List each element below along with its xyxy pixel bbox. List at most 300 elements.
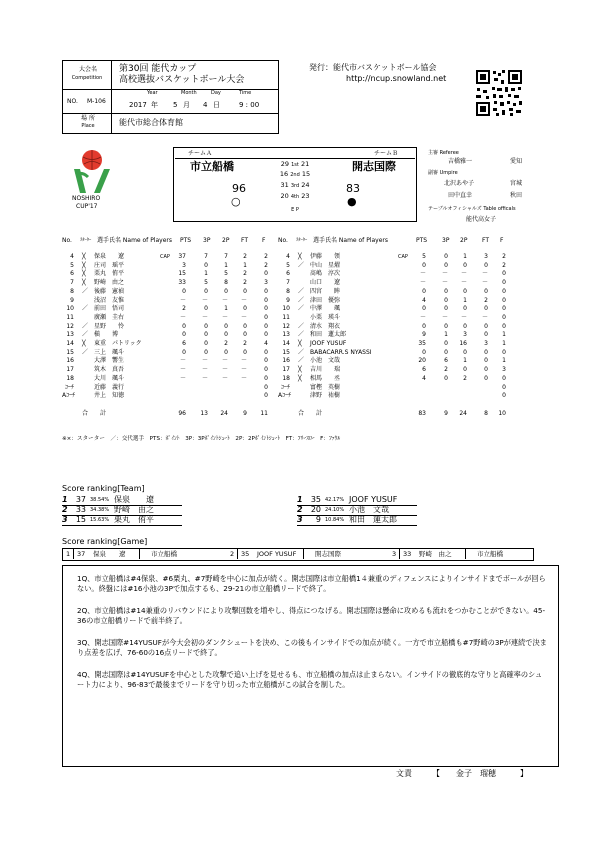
table-officials-label: テーブルオフィシャルズ Table officals xyxy=(428,206,516,212)
player-number: 10 xyxy=(282,305,290,313)
two-pointers: － xyxy=(221,366,228,374)
team-b-name: 開志国際 xyxy=(352,160,396,173)
fouls: 0 xyxy=(502,305,506,313)
free-throws: 0 xyxy=(484,322,488,330)
three-pointers: 0 xyxy=(444,340,448,347)
ranking-game-box xyxy=(62,548,534,561)
table-row xyxy=(62,270,280,279)
table-row xyxy=(62,253,280,262)
starter-mark: ╳ xyxy=(298,253,302,260)
two-pointers: － xyxy=(221,357,228,365)
starter-mark: ／ xyxy=(298,305,305,313)
player-number: 5 xyxy=(286,261,290,269)
two-pointers: 0 xyxy=(463,305,467,313)
two-pointers: 1 xyxy=(224,305,228,313)
three-pointers: － xyxy=(201,374,208,382)
three-pointers: 0 xyxy=(204,331,208,339)
player-number: 11 xyxy=(66,313,74,321)
two-pointers: 8 xyxy=(224,279,228,287)
free-throws: － xyxy=(481,270,488,278)
date-year: 2017 xyxy=(129,101,147,109)
player-name: 小池 文哉 xyxy=(310,357,341,365)
umpire-pref-2: 秋田 xyxy=(510,192,523,199)
starter-mark: ╳ xyxy=(298,366,302,374)
starter-mark: ╳ xyxy=(82,340,86,347)
player-number: Aｺｰﾁ xyxy=(278,392,292,400)
table-row xyxy=(278,253,518,262)
summary-paragraph-2: 2Q、市立船橋は#14兼重のリバウンドにより攻撃回数を増やし、得点につなげる。開志国際は懸命に攻めるも流れをつかむことができない。45-36の市立船橋リードで前半終了。 xyxy=(77,606,546,625)
starter-mark: ／ xyxy=(298,322,305,330)
team-b-score: 83 xyxy=(346,182,360,195)
three-pointers: 0 xyxy=(444,261,448,269)
points: － xyxy=(419,279,426,287)
fouls: 0 xyxy=(502,287,506,295)
player-number: 4 xyxy=(286,253,290,260)
table-row xyxy=(278,314,518,323)
player-name: 津田 優弥 xyxy=(310,296,341,304)
points: 37 xyxy=(178,253,186,260)
player-number: 5 xyxy=(70,261,74,269)
points: 33 xyxy=(178,279,186,287)
divider xyxy=(73,549,74,559)
rank-percent: 15.63% xyxy=(90,517,110,523)
player-name: 山口 遼 xyxy=(310,279,341,287)
starter-mark: ／ xyxy=(298,287,305,295)
rank-points: 20 xyxy=(310,505,321,514)
table-row xyxy=(278,392,518,401)
team-b-total-row: 合 計 83 9 24 8 10 xyxy=(298,410,506,417)
fouls: 1 xyxy=(502,331,506,339)
fouls: 1 xyxy=(502,340,506,347)
quarter-row-1: 29 1st 21 xyxy=(280,160,310,168)
three-pointers: 6 xyxy=(444,357,448,365)
rank-number: 1 xyxy=(62,495,68,504)
three-pointers: 0 xyxy=(444,305,448,313)
starter-mark: ╳ xyxy=(82,253,86,260)
player-name: 保泉 遼 xyxy=(94,253,125,260)
player-number: 16 xyxy=(282,357,290,365)
score-box xyxy=(173,147,417,222)
player-name: 相馬 丞 xyxy=(310,374,341,382)
rank-points: 33 xyxy=(75,505,86,514)
divider xyxy=(175,158,415,159)
player-name: 浅沼 友惟 xyxy=(94,296,125,304)
points: － xyxy=(179,313,186,321)
table-row xyxy=(278,279,518,288)
player-number: 17 xyxy=(66,366,74,374)
quarter-row-2: 16 2nd 15 xyxy=(279,170,311,178)
two-pointers: － xyxy=(460,270,467,278)
starter-mark: ／ xyxy=(298,296,305,304)
ranking-team-title: Score ranking[Team] xyxy=(62,484,145,493)
starter-mark: ╳ xyxy=(82,279,86,287)
team-b-label: チームＢ xyxy=(374,150,399,157)
two-pointers: 1 xyxy=(463,296,467,304)
table-row xyxy=(62,340,280,349)
quarter-row-4: 20 4th 23 xyxy=(280,192,310,200)
points: 6 xyxy=(422,366,426,374)
starter-mark: ／ xyxy=(82,348,89,356)
player-number: 7 xyxy=(70,279,74,287)
player-name: 星野 怜 xyxy=(94,322,125,330)
two-pointers: 3 xyxy=(463,331,467,339)
rank-number: 1 xyxy=(66,550,71,558)
two-pointers: 2 xyxy=(463,374,467,382)
divider xyxy=(465,549,466,559)
table-row xyxy=(278,340,518,349)
free-throws: 0 xyxy=(484,348,488,356)
three-pointers: － xyxy=(201,366,208,374)
starter-mark: ／ xyxy=(298,331,305,339)
competition-title-line2: 高校選抜バスケットボール大会 xyxy=(119,75,245,85)
rank-player-name: JOOF YUSUF xyxy=(349,495,398,504)
table-row xyxy=(278,288,518,297)
summary-paragraph-1: 1Q、市立船橋は#4保泉、#6栗丸、#7野崎を中心に加点が続く。開志国際は市立船橋1４兼重のディフェンスによりインサイドまでボールが回らない。終盤には#16小池の3Pで加点するも、29-21の市立船橋リードで終了。 xyxy=(77,574,546,593)
day-unit: 日 xyxy=(213,101,220,109)
player-name: 後藤 憲禎 xyxy=(94,287,125,295)
player-name: JOOF YUSUF xyxy=(310,340,347,347)
player-number: 6 xyxy=(70,270,74,278)
points: － xyxy=(179,374,186,382)
free-throws: － xyxy=(481,313,488,321)
rank-player-name: 小池 文哉 xyxy=(349,505,389,514)
summary-paragraph-4: 4Q、開志国際は#14YUSUFを中心とした攻撃で追い上げを見せるも、市立船橋の加点は止まらない。インサイドの徹底的な守りと高確率のシュート力により、96-83で最後までリードを守り切った市立船橋がこの試合を制した。 xyxy=(77,670,543,689)
points: 5 xyxy=(422,253,426,260)
player-name: 三上 颯斗 xyxy=(94,348,125,356)
divider xyxy=(63,113,278,114)
three-pointers: 0 xyxy=(204,322,208,330)
player-number: 4 xyxy=(70,253,74,260)
three-pointers: 1 xyxy=(444,331,448,339)
player-name: 和田 蓮太郎 xyxy=(310,331,347,339)
table-row xyxy=(62,323,280,332)
free-throws: 2 xyxy=(243,279,247,287)
rank-points: 35 xyxy=(310,495,321,504)
free-throws: 0 xyxy=(243,331,247,339)
player-number: 17 xyxy=(282,366,290,374)
table-row xyxy=(62,314,280,323)
table-row xyxy=(62,288,280,297)
points: 35 xyxy=(418,340,426,347)
year-unit: 年 xyxy=(151,101,158,109)
fouls: 1 xyxy=(502,357,506,365)
free-throws: 0 xyxy=(484,357,488,365)
starter-mark: ╳ xyxy=(82,261,86,269)
player-name: 髙嶋 淳次 xyxy=(310,270,341,278)
game-ranking-entry xyxy=(389,549,533,559)
points: － xyxy=(419,313,426,321)
team-a-table-header: No. ｽﾀｰﾀｰ 選手氏名 Name of Players PTS 3P 2P FT F xyxy=(62,237,266,244)
publisher-url[interactable]: http://ncup.snowland.net xyxy=(346,74,447,83)
rank-points: 37 xyxy=(75,495,86,504)
three-pointers: 7 xyxy=(204,253,208,260)
rank-player-name: 保泉 遼 xyxy=(114,495,154,504)
extra-period-label: E P xyxy=(291,207,299,213)
umpire-name-2: 田中直幸 xyxy=(448,192,473,199)
three-pointers: 1 xyxy=(204,270,208,278)
table-row xyxy=(278,270,518,279)
fouls: 2 xyxy=(502,261,506,269)
rank-percent: 42.17% xyxy=(325,497,345,503)
two-pointers: 5 xyxy=(224,270,228,278)
player-number: 11 xyxy=(282,313,290,321)
fouls: 2 xyxy=(264,261,268,269)
starter-mark: ／ xyxy=(298,261,305,269)
rank-points: 37 xyxy=(77,550,86,558)
divider xyxy=(237,549,238,559)
table-row xyxy=(62,331,280,340)
three-pointers: 0 xyxy=(444,287,448,295)
fouls: 0 xyxy=(264,313,268,321)
fouls: 0 xyxy=(502,374,506,382)
fouls: 0 xyxy=(502,270,506,278)
fouls: 0 xyxy=(264,287,268,295)
fouls: 4 xyxy=(264,340,268,347)
three-pointers: － xyxy=(441,279,448,287)
starter-mark: ／ xyxy=(82,305,89,313)
team-a-total-row: 合 計 96 13 24 9 11 xyxy=(82,410,268,417)
player-number: 15 xyxy=(282,348,290,356)
points: 6 xyxy=(182,340,186,347)
free-throws: － xyxy=(240,296,247,304)
points: 0 xyxy=(182,322,186,330)
starter-mark: ／ xyxy=(298,348,305,356)
free-throws: 0 xyxy=(243,305,247,313)
fouls: 0 xyxy=(264,348,268,356)
fouls: 0 xyxy=(264,270,268,278)
competition-label-en: Competition xyxy=(71,75,103,81)
rank-points: 15 xyxy=(75,515,86,524)
game-ranking-entry xyxy=(63,549,207,559)
rank-points: 9 xyxy=(315,515,321,524)
two-pointers: 2 xyxy=(224,340,228,347)
month-unit: 月 xyxy=(183,101,190,109)
umpire-pref-1: 宮城 xyxy=(510,180,523,187)
rank-percent: 34.38% xyxy=(90,507,110,513)
three-pointers: 0 xyxy=(444,322,448,330)
table-row xyxy=(62,366,280,375)
rank-player-name: 野崎 由之 xyxy=(114,505,154,514)
player-number: 8 xyxy=(70,287,74,295)
two-pointers: － xyxy=(221,313,228,321)
player-number: ｺｰﾁ xyxy=(280,383,290,391)
table-row xyxy=(62,305,280,314)
rank-number: 1 xyxy=(297,495,303,504)
two-pointers: 1 xyxy=(224,261,228,269)
year-header: Year xyxy=(147,90,158,96)
points: 3 xyxy=(182,261,186,269)
team-a-label: チームＡ xyxy=(188,150,213,157)
fouls: 0 xyxy=(264,296,268,304)
two-pointers: － xyxy=(221,296,228,304)
fouls: 0 xyxy=(264,322,268,330)
two-pointers: 0 xyxy=(463,322,467,330)
points: 15 xyxy=(178,270,186,278)
three-pointers: 0 xyxy=(204,348,208,356)
free-throws: 0 xyxy=(243,322,247,330)
player-name: 清水 翔衣 xyxy=(310,322,341,330)
table-row xyxy=(62,297,280,306)
three-pointers: － xyxy=(441,270,448,278)
player-name: 富樫 英樹 xyxy=(310,383,341,391)
date-day: 4 xyxy=(203,101,208,109)
team-b-result-mark: ● xyxy=(347,195,357,208)
two-pointers: 0 xyxy=(224,322,228,330)
points: － xyxy=(179,366,186,374)
player-name: 伊藤 領 xyxy=(310,253,341,260)
rank-team-name: 開志国際 xyxy=(315,550,341,558)
points: 0 xyxy=(422,322,426,330)
starter-mark: ╳ xyxy=(298,374,302,382)
rank-number: 2 xyxy=(230,550,235,558)
no-value: M-106 xyxy=(87,98,106,105)
free-throws: 0 xyxy=(484,374,488,382)
fouls: 0 xyxy=(502,322,506,330)
logo-line2: CUP'17 xyxy=(76,203,98,210)
author-bracket-open: 【 xyxy=(432,769,440,778)
player-number: 10 xyxy=(66,305,74,313)
fouls: 3 xyxy=(264,279,268,287)
rank-number: 3 xyxy=(62,515,68,524)
rank-team-name: 市立船橋 xyxy=(477,550,503,558)
player-name: 筑木 真吾 xyxy=(94,366,125,374)
three-pointers: 5 xyxy=(204,279,208,287)
starter-mark: ／ xyxy=(82,322,89,330)
divider xyxy=(139,549,140,559)
ranking-row xyxy=(297,515,417,526)
player-number: 9 xyxy=(70,296,74,304)
points: 0 xyxy=(182,287,186,295)
points: 20 xyxy=(418,357,426,365)
table-row xyxy=(278,331,518,340)
table-officials-name: 能代高女子 xyxy=(466,216,497,223)
fouls: 0 xyxy=(264,383,268,391)
qr-code-icon xyxy=(474,68,524,118)
table-row xyxy=(278,375,518,384)
fouls: 3 xyxy=(502,366,506,374)
free-throws: － xyxy=(240,374,247,382)
points: 9 xyxy=(422,331,426,339)
game-ranking-entry xyxy=(227,549,371,559)
points: 0 xyxy=(422,261,426,269)
points: 0 xyxy=(182,331,186,339)
player-number: 16 xyxy=(66,357,74,365)
author-label: 文責 xyxy=(396,769,412,778)
fouls: 2 xyxy=(264,253,268,260)
three-pointers: 0 xyxy=(444,374,448,382)
table-row xyxy=(278,305,518,314)
points: 4 xyxy=(422,296,426,304)
rank-player-name: 野崎 由之 xyxy=(419,550,452,558)
table-row xyxy=(62,375,280,384)
divider xyxy=(303,549,304,559)
table-row xyxy=(62,357,280,366)
fouls: 0 xyxy=(264,374,268,382)
player-number: 18 xyxy=(282,374,290,382)
rank-percent: 24.10% xyxy=(325,507,345,513)
three-pointers: － xyxy=(201,357,208,365)
table-row xyxy=(62,392,280,401)
points: 4 xyxy=(422,374,426,382)
fouls: 0 xyxy=(502,383,506,391)
team-a-name: 市立船橋 xyxy=(190,160,234,173)
two-pointers: － xyxy=(221,374,228,382)
no-label: NO. xyxy=(67,98,78,105)
player-name: 庄司 瑶平 xyxy=(94,261,125,269)
three-pointers: 0 xyxy=(444,253,448,260)
free-throws: 3 xyxy=(484,340,488,347)
player-number: 14 xyxy=(66,340,74,347)
table-row xyxy=(278,366,518,375)
rank-percent: 10.84% xyxy=(325,517,345,523)
table-row xyxy=(278,323,518,332)
rank-number: 3 xyxy=(392,550,397,558)
fouls: 0 xyxy=(264,331,268,339)
points: 0 xyxy=(422,287,426,295)
free-throws: － xyxy=(240,366,247,374)
fouls: 0 xyxy=(502,392,506,400)
points: － xyxy=(179,296,186,304)
rank-points: 33 xyxy=(403,550,412,558)
captain-mark: CAP xyxy=(160,254,170,260)
player-number: ｺｰﾁ xyxy=(64,383,74,391)
points: － xyxy=(419,270,426,278)
team-b-table-header: No. ｽﾀｰﾀｰ 選手氏名 Name of Players PTS 3P 2P FT F xyxy=(278,237,504,244)
quarter-row-3: 31 3rd 24 xyxy=(280,181,310,189)
rank-percent: 38.54% xyxy=(90,497,110,503)
three-pointers: － xyxy=(201,296,208,304)
two-pointers: 0 xyxy=(224,348,228,356)
player-name: 近藤 義行 xyxy=(94,383,125,391)
rank-player-name: 和田 蓮太郎 xyxy=(349,515,397,524)
rank-number: 3 xyxy=(297,515,303,524)
player-name: 東重 パトリック xyxy=(94,340,142,347)
player-name: 大澤 響生 xyxy=(94,357,125,365)
free-throws: 0 xyxy=(484,287,488,295)
starter-mark: ／ xyxy=(82,331,89,339)
two-pointers: 0 xyxy=(463,261,467,269)
player-name: BABACARR.S NYASSI xyxy=(310,348,372,356)
rank-points: 35 xyxy=(241,550,250,558)
starter-mark: ／ xyxy=(82,287,89,295)
author-name: 金子 瑠穂 xyxy=(456,769,496,778)
points: 0 xyxy=(182,348,186,356)
fouls: 0 xyxy=(502,313,506,321)
rank-player-name: 栗丸 侑平 xyxy=(114,515,154,524)
two-pointers: 16 xyxy=(459,340,467,347)
competition-info-table xyxy=(62,60,279,134)
free-throws: 2 xyxy=(484,296,488,304)
starter-mark: ╳ xyxy=(298,340,302,347)
time-value: 9 : 00 xyxy=(239,101,260,109)
date-month: 5 xyxy=(173,101,178,109)
player-name: 大川 颯斗 xyxy=(94,374,125,382)
three-pointers: 0 xyxy=(444,296,448,304)
game-summary-box xyxy=(62,565,559,767)
team-a-result-mark: ○ xyxy=(231,195,241,208)
free-throws: 3 xyxy=(484,253,488,260)
two-pointers: 0 xyxy=(463,348,467,356)
player-number: 12 xyxy=(282,322,290,330)
table-row xyxy=(278,357,518,366)
player-number: 6 xyxy=(286,270,290,278)
player-name: 小栗 瑛斗 xyxy=(310,313,341,321)
two-pointers: 0 xyxy=(463,366,467,374)
fouls: 0 xyxy=(502,348,506,356)
fouls: 2 xyxy=(502,253,506,260)
summary-paragraph-3: 3Q、開志国際#14YUSUFが今大会初のダンクシュートを決め、この後もインサイドでの加点が続く。一方で市立船橋も#7野崎の3Pが連続で決まり点差を広げ、76-60の16点リードで終了。 xyxy=(77,638,547,657)
team-a-score: 96 xyxy=(232,182,246,195)
